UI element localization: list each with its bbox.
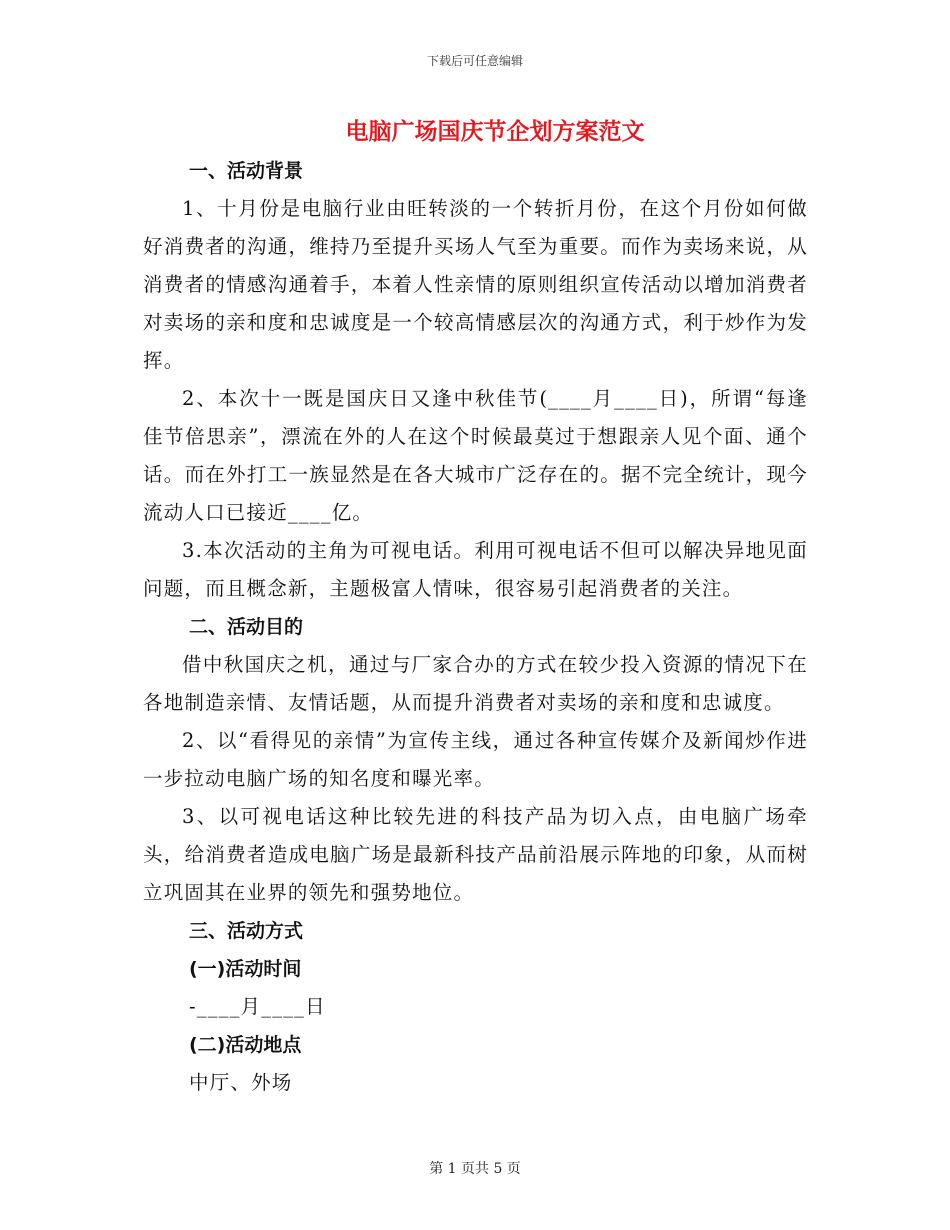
subheading-activity-location: (二)活动地点 xyxy=(189,1034,302,1056)
activity-time-value: -____月____日 xyxy=(189,995,326,1018)
page-header-note: 下载后可任意编辑 xyxy=(426,54,523,68)
paragraph-purpose-3: 3、以可视电话这种比较先进的科技产品为切入点，由电脑广场牵头，给消费者造成电脑广场是最新科技产品前沿展示阵地的印象，从而树立巩固其在业界的领先和强势地位。 xyxy=(143,805,808,904)
paragraph-background-2: 2、本次十一既是国庆日又逢中秋佳节(____月____日)，所谓“每逢佳节倍思亲”，漂流在外的人在这个时候最莫过于想跟亲人见个面、通个话。而在外打工一族显然是在各大城市广泛存在的。据不完全统计，现今流动人口已接近____亿。 xyxy=(143,387,808,524)
paragraph-background-1: 1、十月份是电脑行业由旺转淡的一个转折月份，在这个月份如何做好消费者的沟通，维持乃至提升买场人气至为重要。而作为卖场来说，从消费者的情感沟通着手，本着人性亲情的原则组织宣传活动以增加消费者对卖场的亲和度和忠诚度是一个较高情感层次的沟通方式，利于炒作为发挥。 xyxy=(143,197,808,372)
document-body xyxy=(143,152,808,1102)
paragraph-purpose-2: 2、以“看得见的亲情”为宣传主线，通过各种宣传媒介及新闻炒作进一步拉动电脑广场的知名度和曝光率。 xyxy=(143,729,808,790)
document-title: 电脑广场国庆节企划方案范文 xyxy=(345,119,645,145)
section-heading-purpose: 二、活动目的 xyxy=(189,616,304,638)
page-number-footer: 第 1 页共 5 页 xyxy=(429,1161,521,1177)
paragraph-purpose-1: 借中秋国庆之机，通过与厂家合办的方式在较少投入资源的情况下在各地制造亲情、友情话题，从而提升消费者对卖场的亲和度和忠诚度。 xyxy=(143,653,808,714)
paragraph-background-3: 3.本次活动的主角为可视电话。利用可视电话不但可以解决异地见面问题，而且概念新，主题极富人情味，很容易引起消费者的关注。 xyxy=(143,539,808,600)
section-heading-method: 三、活动方式 xyxy=(189,920,304,942)
section-heading-background: 一、活动背景 xyxy=(189,160,304,182)
activity-location-value: 中厅、外场 xyxy=(189,1071,293,1094)
subheading-activity-time: (一)活动时间 xyxy=(189,958,302,980)
